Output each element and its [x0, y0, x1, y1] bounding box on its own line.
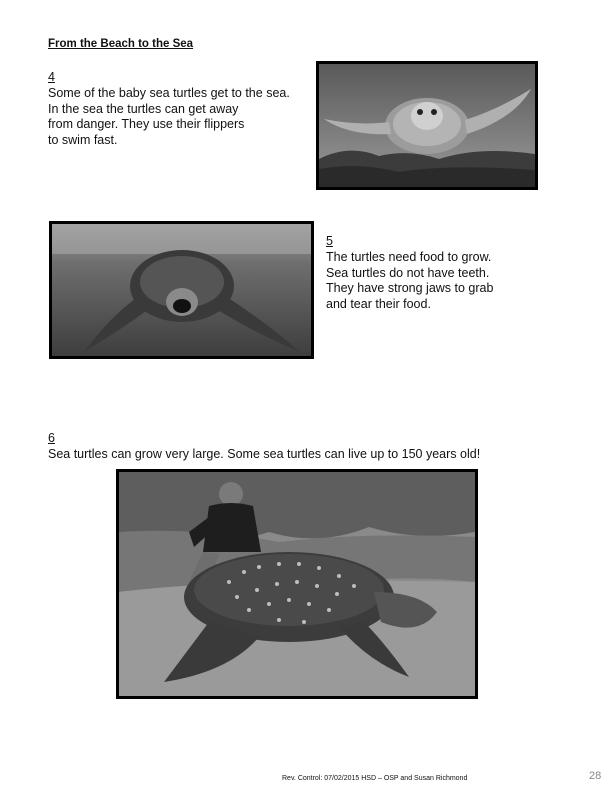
text-line: and tear their food.: [326, 296, 431, 311]
section-text: [48, 86, 290, 148]
footer-revision: Rev. Control: 07/02/2015 HSD – OSP and Susan Richmond: [282, 775, 468, 782]
text-line: They have strong jaws to grab: [326, 281, 494, 295]
section-number: 4: [48, 70, 55, 84]
text-line: Sea turtles can grow very large. Some sea turtles can live up to 150 years old!: [48, 447, 481, 461]
text-line: from danger. They use their flippers: [48, 117, 245, 131]
section-text: [326, 250, 493, 312]
page-title: From the Beach to the Sea: [48, 38, 194, 50]
text-line: Some of the baby sea turtles get to the sea.: [48, 86, 290, 100]
text-line: In the sea the turtles can get away: [48, 101, 239, 116]
section-number: 6: [48, 431, 55, 445]
text-line: to swim fast.: [48, 132, 118, 147]
text-line: Sea turtles do not have teeth.: [326, 265, 490, 280]
section-5: [326, 234, 493, 312]
section-number: 5: [326, 234, 333, 248]
section-4: [48, 70, 290, 148]
leatherback-turtle-photo: [116, 469, 478, 699]
section-6: [48, 431, 480, 463]
swimming-turtle-photo: [316, 61, 538, 190]
page-number: 28: [589, 770, 602, 782]
text-line: The turtles need food to grow.: [326, 250, 492, 264]
turtle-open-mouth-photo: [49, 221, 314, 359]
section-text: [48, 447, 480, 463]
